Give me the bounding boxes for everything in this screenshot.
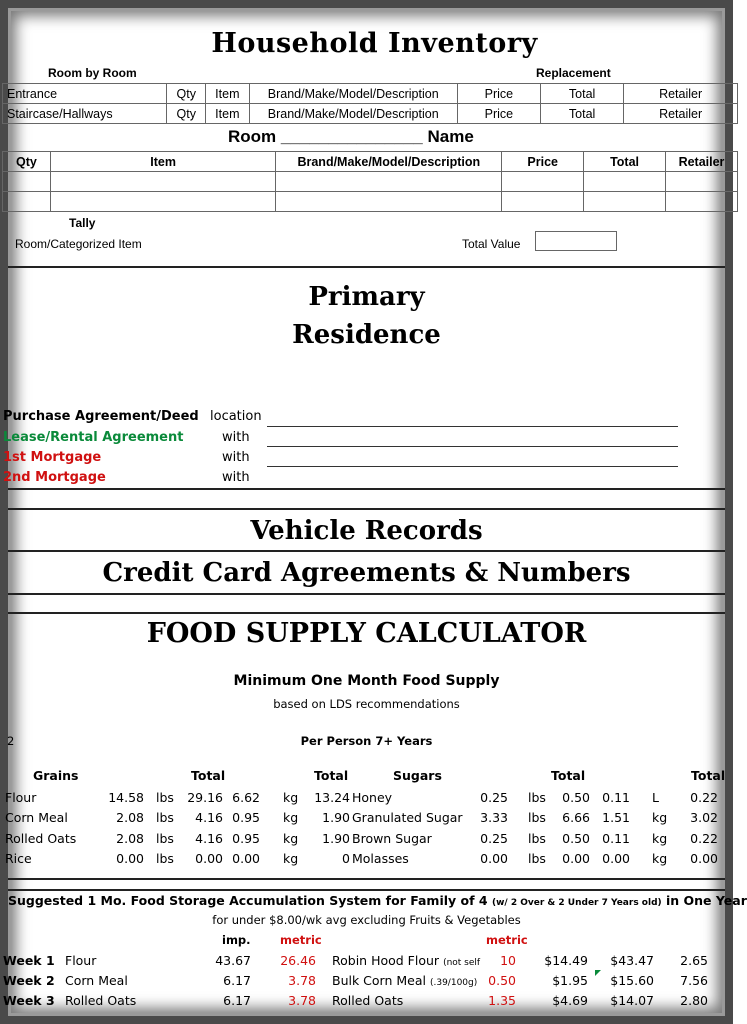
sugar-name: Brown Sugar <box>352 831 432 846</box>
comment-marker-icon <box>595 970 601 976</box>
qty-cell[interactable]: Qty <box>167 104 206 124</box>
table-header-row <box>3 152 738 172</box>
name-label: Name <box>427 127 474 146</box>
sugar-unit-kg: kg <box>652 851 668 866</box>
persons-count[interactable]: 2 <box>7 734 15 748</box>
metric-header: metric <box>280 933 322 947</box>
week-imp: 6.17 <box>223 973 251 988</box>
sugar-unit-kg: kg <box>652 810 668 825</box>
sugar-kg: 0.11 <box>602 790 630 805</box>
week-product <box>332 953 480 968</box>
week-product-note: (not self <box>443 958 481 968</box>
week-product <box>332 993 407 1008</box>
sugars-header: Sugars <box>393 768 442 783</box>
grains-header: Grains <box>33 768 79 783</box>
week-metric: 3.78 <box>288 993 316 1008</box>
price-cell[interactable]: Price <box>457 104 540 124</box>
qty-cell[interactable]: Qty <box>167 84 206 104</box>
sugar-total-lbs: 0.50 <box>562 790 590 805</box>
sugar-unit-lbs: lbs <box>528 790 546 805</box>
sugar-unit-lbs: lbs <box>528 851 546 866</box>
sugar-total-kg: 3.02 <box>690 810 718 825</box>
divider <box>8 488 725 490</box>
divider <box>8 878 725 880</box>
sugar-name: Molasses <box>352 851 409 866</box>
cell[interactable] <box>3 192 51 212</box>
week-cost: $15.60 <box>610 973 654 988</box>
cell[interactable] <box>666 192 738 212</box>
room-cell[interactable]: Entrance <box>3 84 167 104</box>
sugar-unit-kg: L <box>652 790 659 805</box>
divider <box>8 612 725 614</box>
room-blank[interactable]: _______________ <box>280 127 423 146</box>
week-metric: 26.46 <box>280 953 316 968</box>
room-rows-table <box>2 83 738 124</box>
cell[interactable] <box>276 172 502 192</box>
sugar-name: Granulated Sugar <box>352 810 463 825</box>
grain-unit-kg: kg <box>283 831 299 846</box>
grain-name: Flour <box>5 790 37 805</box>
cell[interactable] <box>276 192 502 212</box>
total-cell[interactable]: Total <box>541 104 624 124</box>
accum-title-main: Suggested 1 Mo. Food Storage Accumulation System for Family of 4 <box>8 893 488 908</box>
sugars-total-lbs-header: Total <box>551 768 586 783</box>
credit-title: Credit Card Agreements & Numbers <box>102 558 631 588</box>
grain-total-kg: 13.24 <box>314 790 350 805</box>
food-based-on: based on LDS recommendations <box>273 697 460 711</box>
inventory-title: Household Inventory <box>211 28 538 59</box>
grain-kg: 0.00 <box>232 851 260 866</box>
room-by-room-label: Room by Room <box>48 66 137 80</box>
sugar-lbs[interactable]: 0.00 <box>480 851 508 866</box>
header-total: Total <box>584 152 666 172</box>
week-item: Rolled Oats <box>65 993 137 1008</box>
cell[interactable] <box>502 172 584 192</box>
cell[interactable] <box>666 172 738 192</box>
sugar-total-kg: 0.00 <box>690 851 718 866</box>
room-label: Room <box>228 127 277 146</box>
table-row <box>3 192 738 212</box>
grains-total-kg-header: Total <box>314 768 349 783</box>
accum-title <box>8 893 747 908</box>
inventory-table <box>2 151 738 212</box>
room-categorized-label: Room/Categorized Item <box>15 237 142 251</box>
grain-name: Rice <box>5 851 32 866</box>
week-last: 2.80 <box>680 993 708 1008</box>
divider <box>8 889 725 891</box>
header-qty: Qty <box>3 152 51 172</box>
cell[interactable] <box>502 192 584 212</box>
grain-unit-kg: kg <box>283 790 299 805</box>
week-price: $1.95 <box>552 973 588 988</box>
retailer-cell[interactable]: Retailer <box>624 104 738 124</box>
week-product-name: Robin Hood Flour <box>332 953 440 968</box>
vehicle-title: Vehicle Records <box>250 516 483 546</box>
first-mortgage-with-word: with <box>222 450 250 465</box>
sugar-unit-kg: kg <box>652 831 668 846</box>
grain-lbs[interactable]: 14.58 <box>108 790 144 805</box>
cell[interactable] <box>50 192 275 212</box>
sugar-total-lbs: 6.66 <box>562 810 590 825</box>
second-mortgage-with-word: with <box>222 470 250 485</box>
cell[interactable] <box>50 172 275 192</box>
residence-title-line2: Residence <box>292 320 441 350</box>
header-retailer: Retailer <box>666 152 738 172</box>
grain-total-lbs: 0.00 <box>195 851 223 866</box>
week-label: Week 1 <box>3 953 55 968</box>
sugars-total-kg-header: Total <box>691 768 726 783</box>
lease-with-field[interactable] <box>267 446 678 447</box>
total-value-label: Total Value <box>462 237 521 251</box>
item-cell[interactable]: Item <box>206 84 250 104</box>
table-row <box>3 172 738 192</box>
accum-title-end: in One Year <box>666 893 747 908</box>
sugar-kg: 1.51 <box>602 810 630 825</box>
week-product-name: Bulk Corn Meal <box>332 973 426 988</box>
sugar-unit-lbs: lbs <box>528 831 546 846</box>
divider <box>8 266 725 268</box>
grain-unit-kg: kg <box>283 851 299 866</box>
cell[interactable] <box>584 192 666 212</box>
grain-total-kg: 0 <box>342 851 350 866</box>
grain-lbs[interactable]: 0.00 <box>116 851 144 866</box>
accum-subtitle: for under $8.00/wk avg excluding Fruits & Vegetables <box>212 913 521 927</box>
desc-cell[interactable]: Brand/Make/Model/Description <box>249 84 457 104</box>
total-cell[interactable]: Total <box>541 84 624 104</box>
week-metric: 3.78 <box>288 973 316 988</box>
grain-unit-lbs: lbs <box>156 851 174 866</box>
per-person-label: Per Person 7+ Years <box>300 734 433 748</box>
grain-total-lbs: 4.16 <box>195 831 223 846</box>
food-title: FOOD SUPPLY CALCULATOR <box>146 618 587 649</box>
sugar-total-kg: 0.22 <box>690 790 718 805</box>
metric-header-2: metric <box>486 933 528 947</box>
week-last: 7.56 <box>680 973 708 988</box>
week-cost: $14.07 <box>610 993 654 1008</box>
week-qty[interactable]: 10 <box>500 953 516 968</box>
week-imp: 6.17 <box>223 993 251 1008</box>
divider <box>8 508 725 510</box>
week-item: Flour <box>65 953 97 968</box>
week-price: $14.49 <box>544 953 588 968</box>
replacement-label: Replacement <box>536 66 611 80</box>
grain-total-lbs: 4.16 <box>195 810 223 825</box>
table-row <box>3 104 738 124</box>
sugar-total-lbs: 0.00 <box>562 851 590 866</box>
cell[interactable] <box>3 172 51 192</box>
sugar-lbs[interactable]: 0.25 <box>480 831 508 846</box>
first-mortgage-field[interactable] <box>267 466 678 467</box>
sugar-kg: 0.11 <box>602 831 630 846</box>
grain-unit-kg: kg <box>283 810 299 825</box>
grain-kg: 6.62 <box>232 790 260 805</box>
price-cell[interactable]: Price <box>457 84 540 104</box>
week-qty[interactable]: 1.35 <box>488 993 516 1008</box>
grain-lbs[interactable]: 2.08 <box>116 831 144 846</box>
table-row <box>3 84 738 104</box>
week-imp: 43.67 <box>215 953 251 968</box>
cell[interactable] <box>584 172 666 192</box>
imp-header: imp. <box>222 933 251 947</box>
week-product-note: (.39/100g) <box>429 978 478 988</box>
week-product-name: Rolled Oats <box>332 993 404 1008</box>
first-mortgage-label: 1st Mortgage <box>3 450 102 465</box>
grain-unit-lbs: lbs <box>156 810 174 825</box>
sugar-unit-lbs: lbs <box>528 810 546 825</box>
week-label: Week 2 <box>3 973 55 988</box>
purchase-agreement-label: Purchase Agreement/Deed <box>3 409 199 424</box>
grain-total-kg: 1.90 <box>322 810 350 825</box>
second-mortgage-label: 2nd Mortgage <box>3 470 106 485</box>
grain-total-kg: 1.90 <box>322 831 350 846</box>
header-price: Price <box>502 152 584 172</box>
header-desc: Brand/Make/Model/Description <box>276 152 502 172</box>
desc-cell[interactable]: Brand/Make/Model/Description <box>249 104 457 124</box>
sugar-kg: 0.00 <box>602 851 630 866</box>
room-cell[interactable]: Staircase/Hallways <box>3 104 167 124</box>
week-label: Week 3 <box>3 993 55 1008</box>
purchase-location-field[interactable] <box>267 426 678 427</box>
week-product <box>332 973 477 988</box>
residence-title-line1: Primary <box>308 282 425 312</box>
grain-unit-lbs: lbs <box>156 831 174 846</box>
sugar-lbs[interactable]: 0.25 <box>480 790 508 805</box>
header-item: Item <box>50 152 275 172</box>
item-cell[interactable]: Item <box>206 104 250 124</box>
sugar-lbs[interactable]: 3.33 <box>480 810 508 825</box>
grain-unit-lbs: lbs <box>156 790 174 805</box>
grain-lbs[interactable]: 2.08 <box>116 810 144 825</box>
grain-name: Rolled Oats <box>5 831 77 846</box>
grain-name: Corn Meal <box>5 810 68 825</box>
lease-agreement-label: Lease/Rental Agreement <box>3 430 184 445</box>
retailer-cell[interactable]: Retailer <box>624 84 738 104</box>
grain-kg: 0.95 <box>232 810 260 825</box>
grain-kg: 0.95 <box>232 831 260 846</box>
divider <box>8 550 725 552</box>
food-subtitle: Minimum One Month Food Supply <box>233 673 500 689</box>
total-value-box[interactable] <box>535 231 617 251</box>
grains-total-lbs-header: Total <box>191 768 226 783</box>
week-cost: $43.47 <box>610 953 654 968</box>
residence-title <box>8 278 725 354</box>
sugar-name: Honey <box>352 790 393 805</box>
divider <box>8 593 725 595</box>
room-name-line <box>228 127 474 147</box>
accum-title-note: (w/ 2 Over & 2 Under 7 Years old) <box>491 898 662 908</box>
purchase-location-word: location <box>210 409 262 424</box>
tally-label: Tally <box>69 216 96 230</box>
sugar-total-lbs: 0.50 <box>562 831 590 846</box>
lease-with-word: with <box>222 430 250 445</box>
week-item: Corn Meal <box>65 973 128 988</box>
sugar-total-kg: 0.22 <box>690 831 718 846</box>
week-qty[interactable]: 0.50 <box>488 973 516 988</box>
grain-total-lbs: 29.16 <box>187 790 223 805</box>
week-last: 2.65 <box>680 953 708 968</box>
week-price: $4.69 <box>552 993 588 1008</box>
